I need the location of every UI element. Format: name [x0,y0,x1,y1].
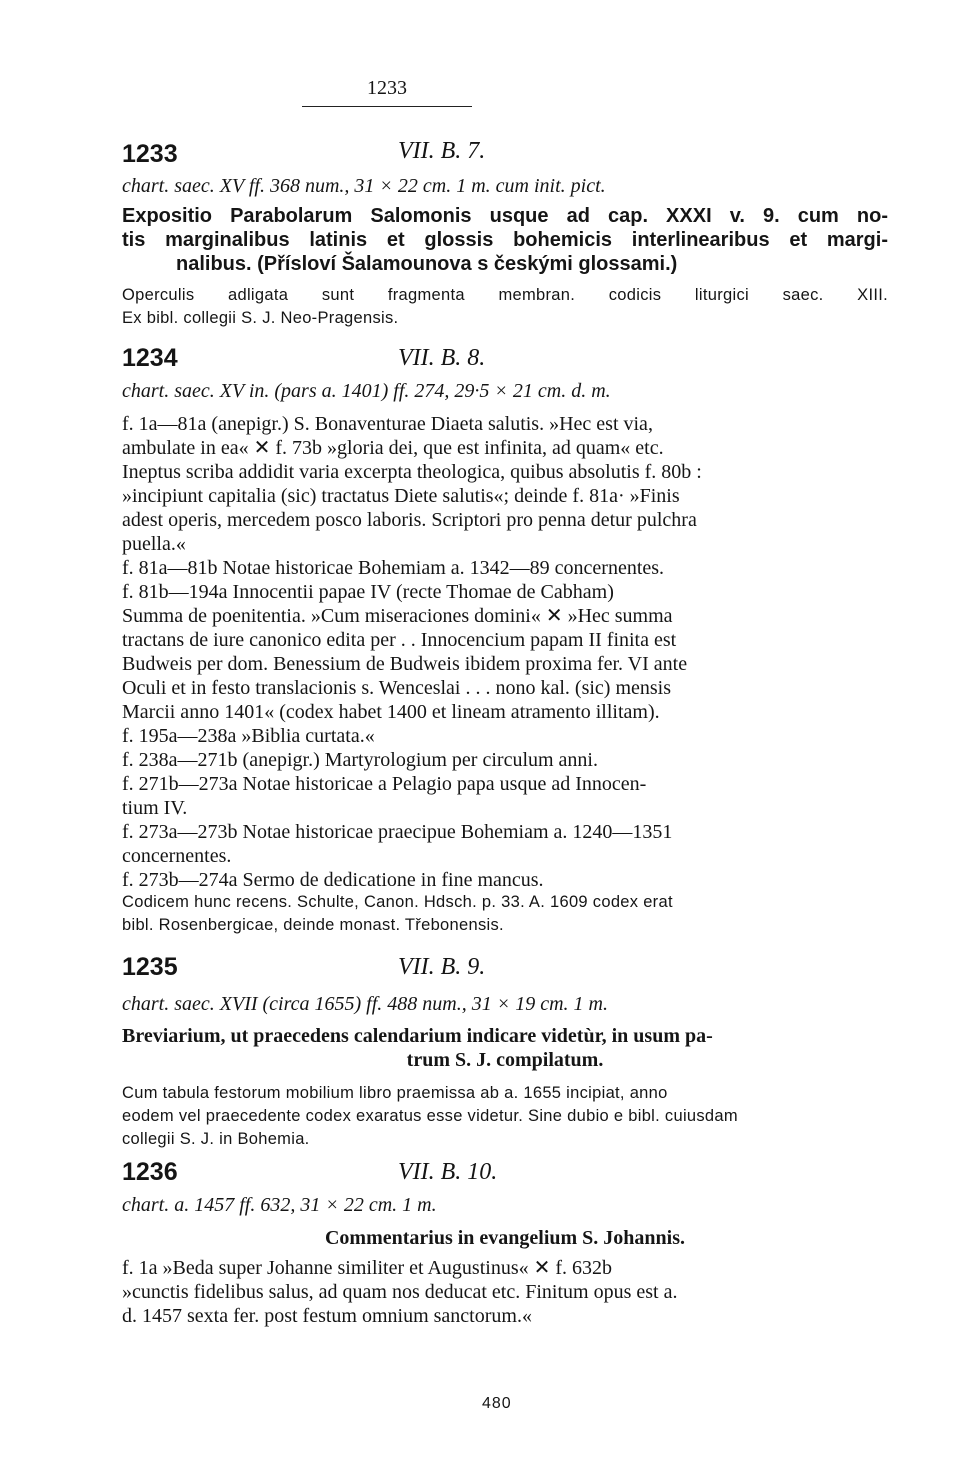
note-line: Codicem hunc recens. Schulte, Canon. Hdsch. p. 33. A. 1609 codex erat [122,893,673,911]
physical-description: chart. saec. XVII (circa 1655) ff. 488 num., 31 × 19 cm. 1 m. [122,993,608,1015]
entry-number: 1234 [122,344,178,372]
note-line: bibl. Rosenbergicae, deinde monast. Třebonensis. [122,916,504,934]
content-line: Oculi et in festo translacionis s. Wenceslai . . . nono kal. (sic) mensis [122,677,672,699]
entry-title-line: nalibus. (Přísloví Šalamounova s českými glossami.) [176,253,678,275]
shelfmark: VII. B. 8. [398,345,486,371]
entry-title-line: Commentarius in evangelium S. Johannis. [324,1227,686,1249]
shelfmark: VII. B. 9. [398,954,486,980]
content-line: f. 273b—274a Sermo de dedicatione in fine mancus. [122,869,544,891]
physical-description: chart. saec. XV ff. 368 num., 31 × 22 cm. 1 m. cum init. pict. [122,175,606,197]
note-line: Cum tabula festorum mobilium libro praemissa ab a. 1655 incipiat, anno [122,1084,668,1102]
content-line: f. 1a—81a (anepigr.) S. Bonaventurae Diaeta salutis. »Hec est via, [122,413,653,435]
content-line: f. 273a—273b Notae historicae praecipue Bohemiam a. 1240—1351 [122,821,673,843]
entry-title-line: Expositio Parabolarum Salomonis usque ad cap. XXXI v. 9. cum no- [122,205,888,227]
entry-title-line: tis marginalibus latinis et glossis bohemicis interlinearibus et margi- [122,229,888,251]
content-line: »cunctis fidelibus salus, ad quam nos deducat etc. Finitum opus est a. [122,1281,678,1303]
content-line: f. 195a—238a »Biblia curtata.« [122,725,375,747]
content-line: adest operis, mercedem posco laboris. Scriptori pro penna detur pulchra [122,509,697,531]
note-line: Ex bibl. collegii S. J. Neo-Pragensis. [122,309,399,327]
note-line: Operculis adligata sunt fragmenta membran. codicis liturgici saec. XIII. [122,286,888,304]
content-line: tractans de iure canonico edita per . . Innocencium papam II finita est [122,629,677,651]
content-line: »incipiunt capitalia (sic) tractatus Diete salutis«; deinde f. 81a· »Finis [122,485,680,507]
shelfmark: VII. B. 7. [398,138,486,164]
content-line: Marcii anno 1401« (codex habet 1400 et lineam atramento illitam). [122,701,660,723]
entry-title-line: trum S. J. compilatum. [406,1049,604,1071]
content-line: puella.« [122,533,186,555]
folio-number: 480 [482,1395,512,1412]
content-line: ambulate in ea« ✕ f. 73b »gloria dei, que est infinita, ad quam« etc. [122,437,664,459]
content-line: Ineptus scriba addidit varia excerpta theologica, quibus absolutis f. 80b : [122,461,702,483]
running-head: 1233 [367,77,407,99]
content-line: Budweis per dom. Benessium de Budweis ibidem proxima fer. VI ante [122,653,688,675]
content-line: d. 1457 sexta fer. post festum omnium sanctorum.« [122,1305,532,1327]
entry-title-line: Breviarium, ut praecedens calendarium indicare videtùr, in usum pa- [122,1025,713,1047]
entry-number: 1233 [122,140,178,168]
content-line: f. 1a »Beda super Johanne similiter et Augustinus« ✕ f. 632b [122,1257,613,1279]
content-line: tium IV. [122,797,188,819]
content-line: f. 271b—273a Notae historicae a Pelagio papa usque ad Innocen- [122,773,647,795]
shelfmark: VII. B. 10. [398,1159,498,1185]
content-line: concernentes. [122,845,232,867]
content-line: f. 238a—271b (anepigr.) Martyrologium per circulum anni. [122,749,598,771]
note-line: eodem vel praecedente codex exaratus esse videtur. Sine dubio e bibl. cuiusdam [122,1107,738,1125]
content-line: f. 81a—81b Notae historicae Bohemiam a. 1342—89 concernentes. [122,557,665,579]
physical-description: chart. saec. XV in. (pars a. 1401) ff. 274, 29·5 × 21 cm. d. m. [122,380,611,402]
entry-number: 1236 [122,1158,178,1186]
entry-number: 1235 [122,953,178,981]
note-line: collegii S. J. in Bohemia. [122,1130,310,1148]
physical-description: chart. a. 1457 ff. 632, 31 × 22 cm. 1 m. [122,1194,437,1216]
header-rule [302,106,472,107]
content-line: f. 81b—194a Innocentii papae IV (recte Thomae de Cabham) [122,581,614,603]
content-line: Summa de poenitentia. »Cum miseraciones domini« ✕ »Hec summa [122,605,673,627]
